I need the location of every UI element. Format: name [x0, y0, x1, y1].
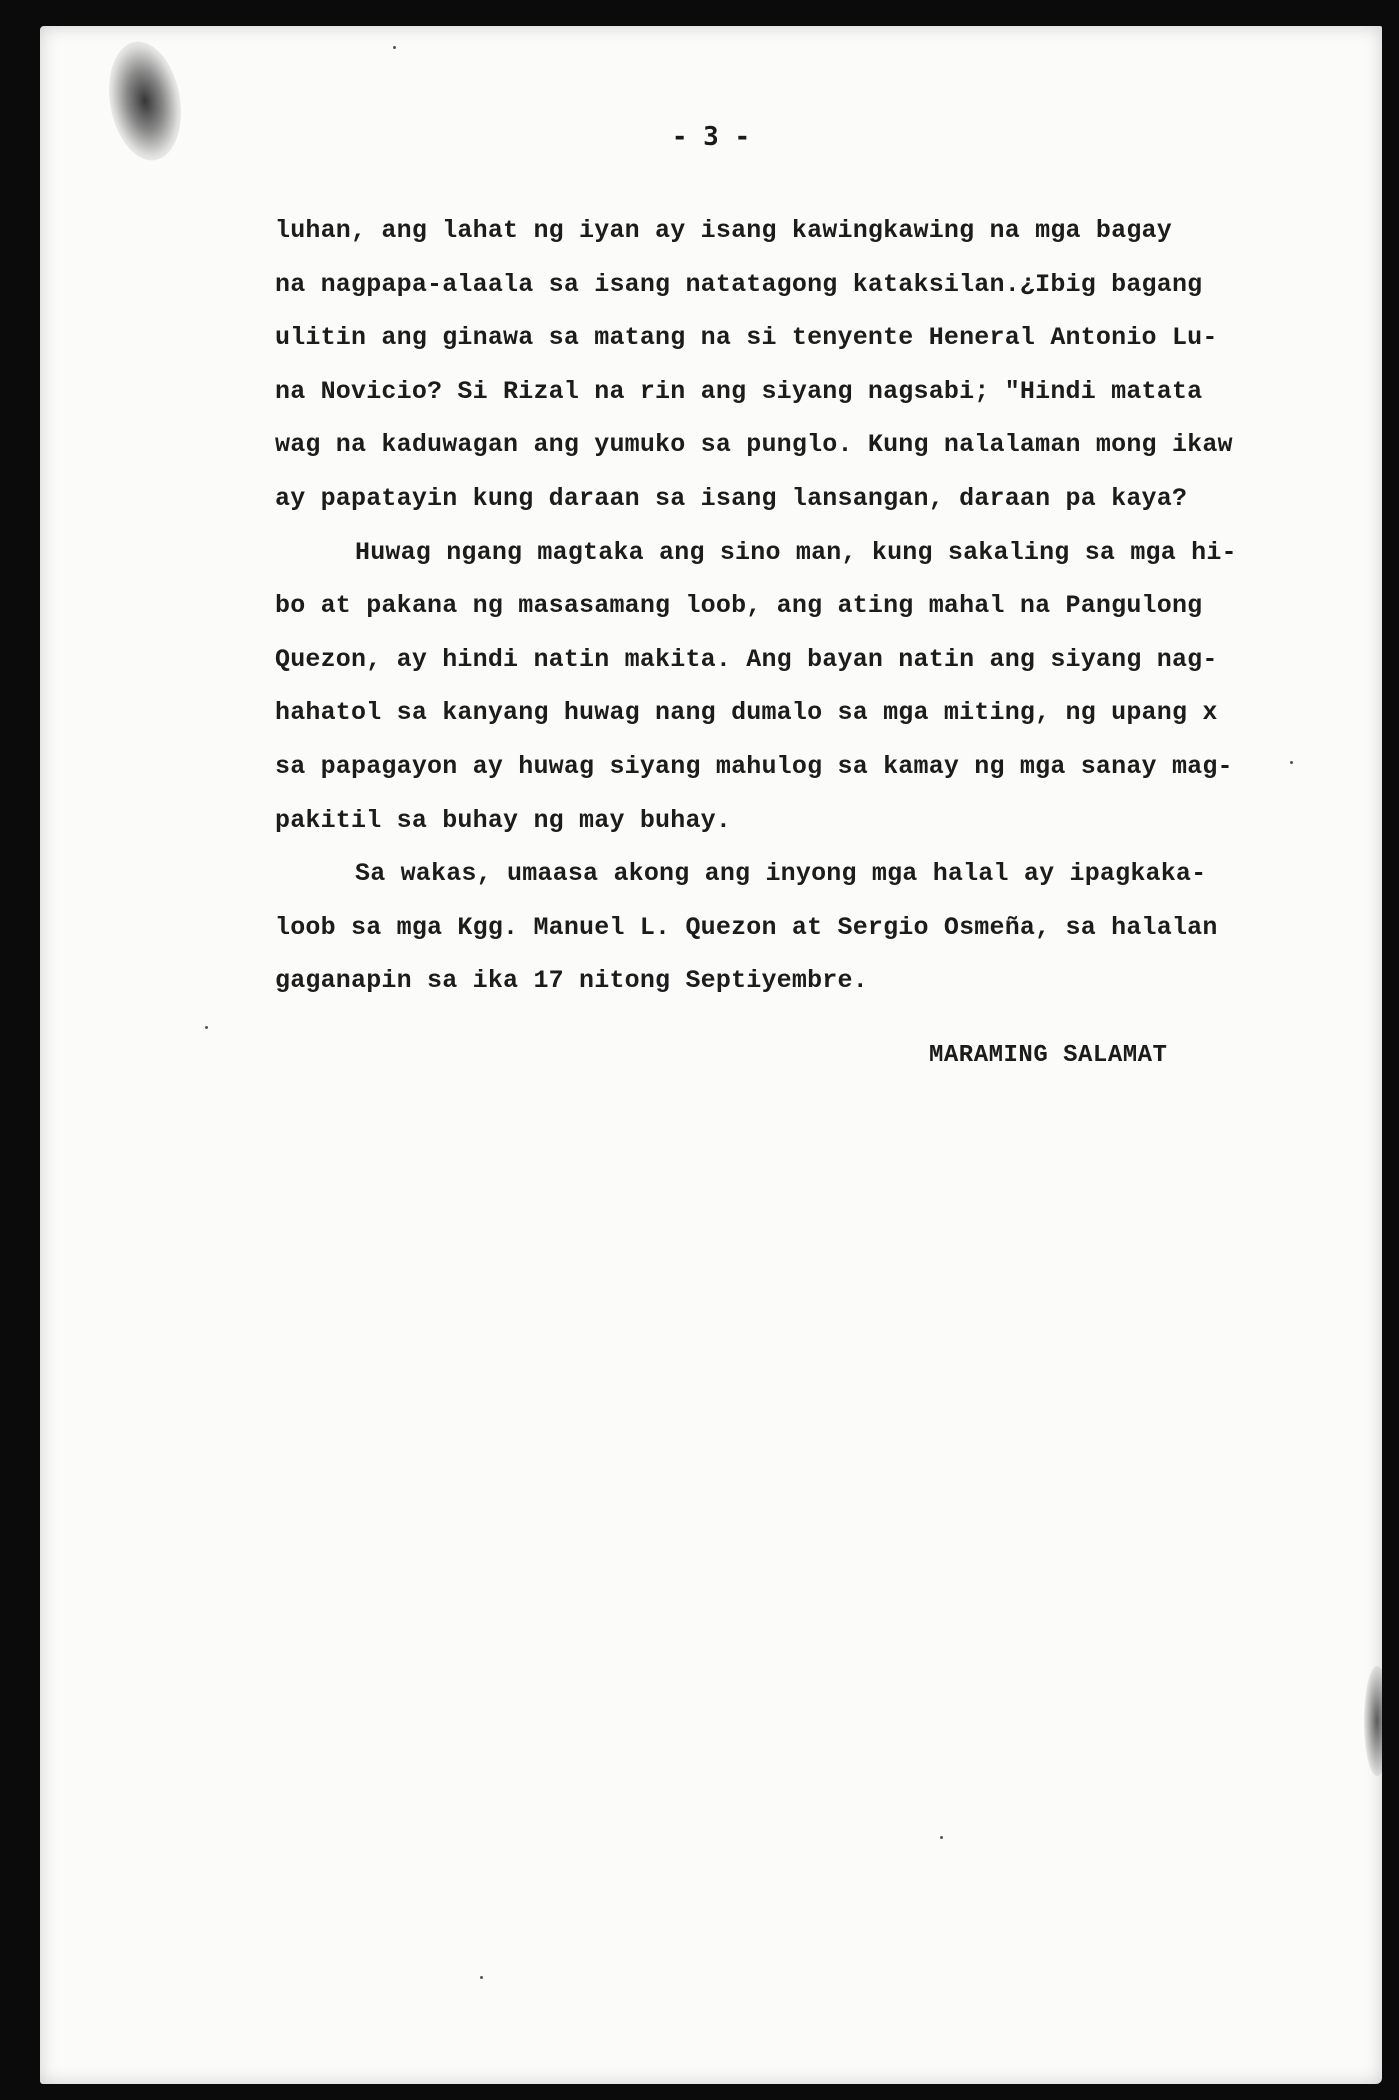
- text-line: wag na kaduwagan ang yumuko sa punglo. Kung nalalaman mong ikaw: [275, 430, 1233, 460]
- text-line: pakitil sa buhay ng may buhay.: [275, 805, 732, 835]
- text-line: hahatol sa kanyang huwag nang dumalo sa mga miting, ng upang x: [275, 698, 1218, 728]
- text-line: ay papatayin kung daraan sa isang lansangan, daraan pa kaya?: [275, 483, 1188, 513]
- text-line: Sa wakas, umaasa akong ang inyong mga halal ay ipagkaka-: [355, 859, 1207, 889]
- dust-speck: [480, 1976, 483, 1979]
- text-line: loob sa mga Kgg. Manuel L. Quezon at Sergio Osmeña, sa halalan: [275, 912, 1218, 942]
- paragraph-2: [275, 526, 1315, 848]
- text-line: na Novicio? Si Rizal na rin ang siyang nagsabi; "Hindi matata: [275, 376, 1203, 406]
- text-line: Quezon, ay hindi natin makita. Ang bayan natin ang siyang nag-: [275, 644, 1218, 674]
- text-line: sa papagayon ay huwag siyang mahulog sa kamay ng mga sanay mag-: [275, 751, 1233, 781]
- dust-speck: [205, 1026, 208, 1029]
- paragraph-3: [275, 847, 1315, 1008]
- document-page: [40, 26, 1382, 2084]
- text-line: luhan, ang lahat ng iyan ay isang kawingkawing na mga bagay: [275, 216, 1172, 245]
- closing-signoff: MARAMING SALAMAT: [929, 1042, 1168, 1069]
- dust-speck: [1290, 761, 1293, 764]
- text-line: na nagpapa-alaala sa isang natatagong kataksilan.¿Ibig bagang: [275, 269, 1203, 299]
- paragraph-1: [275, 204, 1315, 526]
- dust-speck: [393, 46, 396, 49]
- page-number: - 3 -: [671, 122, 751, 152]
- text-line: ulitin ang ginawa sa matang na si tenyente Heneral Antonio Lu-: [275, 323, 1218, 353]
- letter-body: [275, 204, 1315, 1008]
- edge-stain: [1364, 1666, 1382, 1776]
- dust-speck: [940, 1836, 943, 1839]
- text-line: Huwag ngang magtaka ang sino man, kung sakaling sa mga hi-: [355, 537, 1237, 567]
- text-line: gaganapin sa ika 17 nitong Septiyembre.: [275, 966, 868, 996]
- text-line: bo at pakana ng masasamang loob, ang ating mahal na Pangulong: [275, 591, 1203, 621]
